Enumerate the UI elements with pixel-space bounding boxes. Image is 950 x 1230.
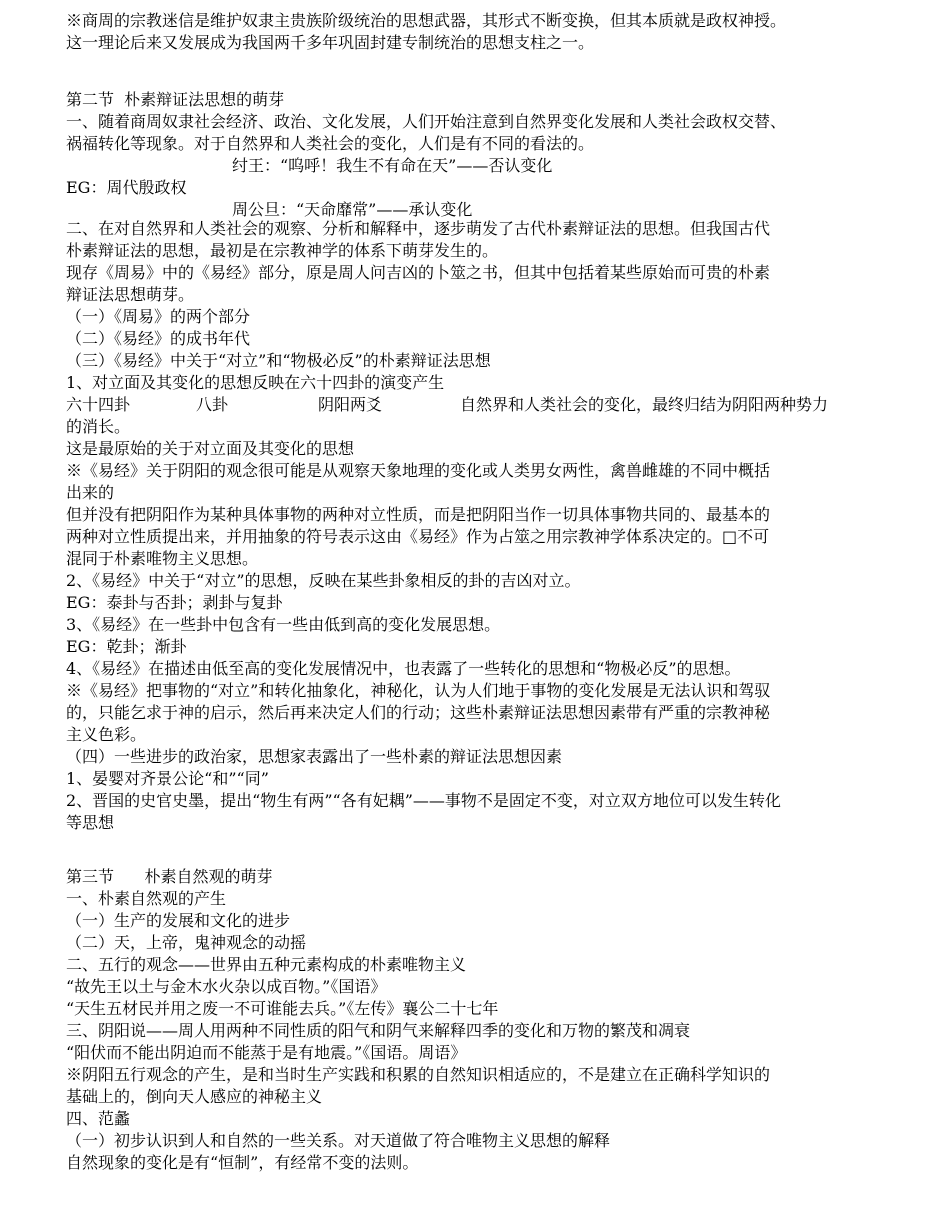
text-line: 1、对立面及其变化的思想反映在六十四卦的演变产生 bbox=[66, 373, 445, 392]
text-line: “故先王以土与金木水火杂以成百物。”《国语》 bbox=[66, 977, 387, 996]
text-line: ※《易经》把事物的“对立”和转化抽象化，神秘化，认为人们地于事物的变化发展是无法认识和驾驭 bbox=[66, 681, 771, 700]
text-line: “阳伏而不能出阴迫而不能蒸于是有地震。”《国语。周语》 bbox=[66, 1043, 467, 1062]
text-line: ※阴阳五行观念的产生，是和当时生产实践和积累的自然知识相适应的，不是建立在正确科学知识的 bbox=[66, 1065, 771, 1084]
text-line: 自然界和人类社会的变化，最终归结为阴阳两种势力 bbox=[460, 395, 829, 414]
text-line: 六十四卦 bbox=[66, 395, 131, 414]
text-line: ※《易经》关于阴阳的观念很可能是从观察天象地理的变化或人类男女两性，禽兽雌雄的不同中概括 bbox=[66, 461, 771, 480]
section-heading: 第二节 朴素辩证法思想的萌芽 bbox=[66, 90, 285, 109]
text-line: 二、五行的观念——世界由五种元素构成的朴素唯物主义 bbox=[66, 955, 467, 974]
text-line: （二）天，上帝，鬼神观念的动摇 bbox=[66, 933, 307, 952]
text-line: 现存《周易》中的《易经》部分，原是周人问吉凶的卜筮之书，但其中包括着某些原始而可贵的朴素 bbox=[66, 263, 771, 282]
text-line: 1、晏婴对齐景公论“和”“同” bbox=[66, 769, 269, 788]
text-line: 但并没有把阴阳作为某种具体事物的两种对立性质，而是把阴阳当作一切具体事物共同的、最基本的 bbox=[66, 505, 771, 524]
text-line: 主义色彩。 bbox=[66, 725, 147, 744]
section-heading: 第三节 朴素自然观的萌芽 bbox=[66, 867, 273, 886]
text-line: 一、随着商周奴隶社会经济、政治、文化发展，人们开始注意到自然界变化发展和人类社会政权交替、 bbox=[66, 112, 787, 131]
text-line: 等思想 bbox=[66, 813, 115, 832]
text-line: “天生五材民并用之废一不可谁能去兵。”《左传》襄公二十七年 bbox=[66, 999, 499, 1018]
text-line: EG：泰卦与否卦；剥卦与复卦 bbox=[66, 593, 283, 612]
text-line: 3、《易经》在一些卦中包含有一些由低到高的变化发展思想。 bbox=[66, 615, 501, 634]
text-line: EG：乾卦；渐卦 bbox=[66, 637, 187, 656]
text-line: EG：周代殷政权 bbox=[66, 178, 187, 197]
text-line: 出来的 bbox=[66, 483, 115, 502]
text-line: 祸福转化等现象。对于自然界和人类社会的变化，人们是有不同的看法的。 bbox=[66, 134, 595, 153]
text-line: 的消长。 bbox=[66, 417, 131, 436]
text-line: （一）初步认识到人和自然的一些关系。对天道做了符合唯物主义思想的解释 bbox=[66, 1131, 611, 1150]
text-line: 二、在对自然界和人类社会的观察、分析和解释中，逐步萌发了古代朴素辩证法的思想。但我国古代 bbox=[66, 219, 771, 238]
text-line: （四）一些进步的政治家，思想家表露出了一些朴素的辩证法思想因素 bbox=[66, 747, 563, 766]
text-line: 2、《易经》中关于“对立”的思想，反映在某些卦象相反的卦的吉凶对立。 bbox=[66, 571, 581, 590]
text-line: ※商周的宗教迷信是维护奴隶主贵族阶级统治的思想武器，其形式不断变换，但其本质就是政权神授。 bbox=[66, 11, 787, 30]
text-line: 这一理论后来又发展成为我国两千多年巩固封建专制统治的思想支柱之一。 bbox=[66, 33, 595, 52]
text-line: （三）《易经》中关于“对立”和“物极必反”的朴素辩证法思想 bbox=[66, 351, 491, 370]
text-line: 朴素辩证法的思想，最初是在宗教神学的体系下萌芽发生的。 bbox=[66, 241, 499, 260]
text-line: 基础上的，倒向天人感应的神秘主义 bbox=[66, 1087, 323, 1106]
text-line: 四、范蠡 bbox=[66, 1109, 131, 1128]
text-line: 阴阳两爻 bbox=[318, 395, 383, 414]
text-line: 八卦 bbox=[196, 395, 229, 414]
text-line: 这是最原始的关于对立面及其变化的思想 bbox=[66, 439, 355, 458]
text-line: 两种对立性质提出来，并用抽象的符号表示这由《易经》作为占筮之用宗教神学体系决定的。□不可 bbox=[66, 527, 770, 546]
text-line: （二）《易经》的成书年代 bbox=[66, 329, 251, 348]
text-line: 三、阴阳说——周人用两种不同性质的阳气和阴气来解释四季的变化和万物的繁茂和凋衰 bbox=[66, 1021, 691, 1040]
text-line: 的，只能乞求于神的启示，然后再来决定人们的行动；这些朴素辩证法思想因素带有严重的宗教神秘 bbox=[66, 703, 771, 722]
text-line: （一）《周易》的两个部分 bbox=[66, 307, 251, 326]
text-line: 混同于朴素唯物主义思想。 bbox=[66, 549, 259, 568]
text-line: 纣王：“呜呼！我生不有命在天”——否认变化 bbox=[232, 156, 553, 175]
text-line: 辩证法思想萌芽。 bbox=[66, 285, 195, 304]
text-line: （一）生产的发展和文化的进步 bbox=[66, 911, 291, 930]
text-line: 周公旦：“天命靡常”——承认变化 bbox=[232, 200, 473, 219]
text-line: 2、晋国的史官史墨，提出“物生有两”“各有妃耦”——事物不是固定不变，对立双方地位可以发生转化 bbox=[66, 791, 781, 810]
text-line: 自然现象的变化是有“恒制”，有经常不变的法则。 bbox=[66, 1153, 419, 1172]
text-line: 4、《易经》在描述由低至高的变化发展情况中，也表露了一些转化的思想和“物极必反”的思想。 bbox=[66, 659, 741, 678]
text-line: 一、朴素自然观的产生 bbox=[66, 889, 227, 908]
